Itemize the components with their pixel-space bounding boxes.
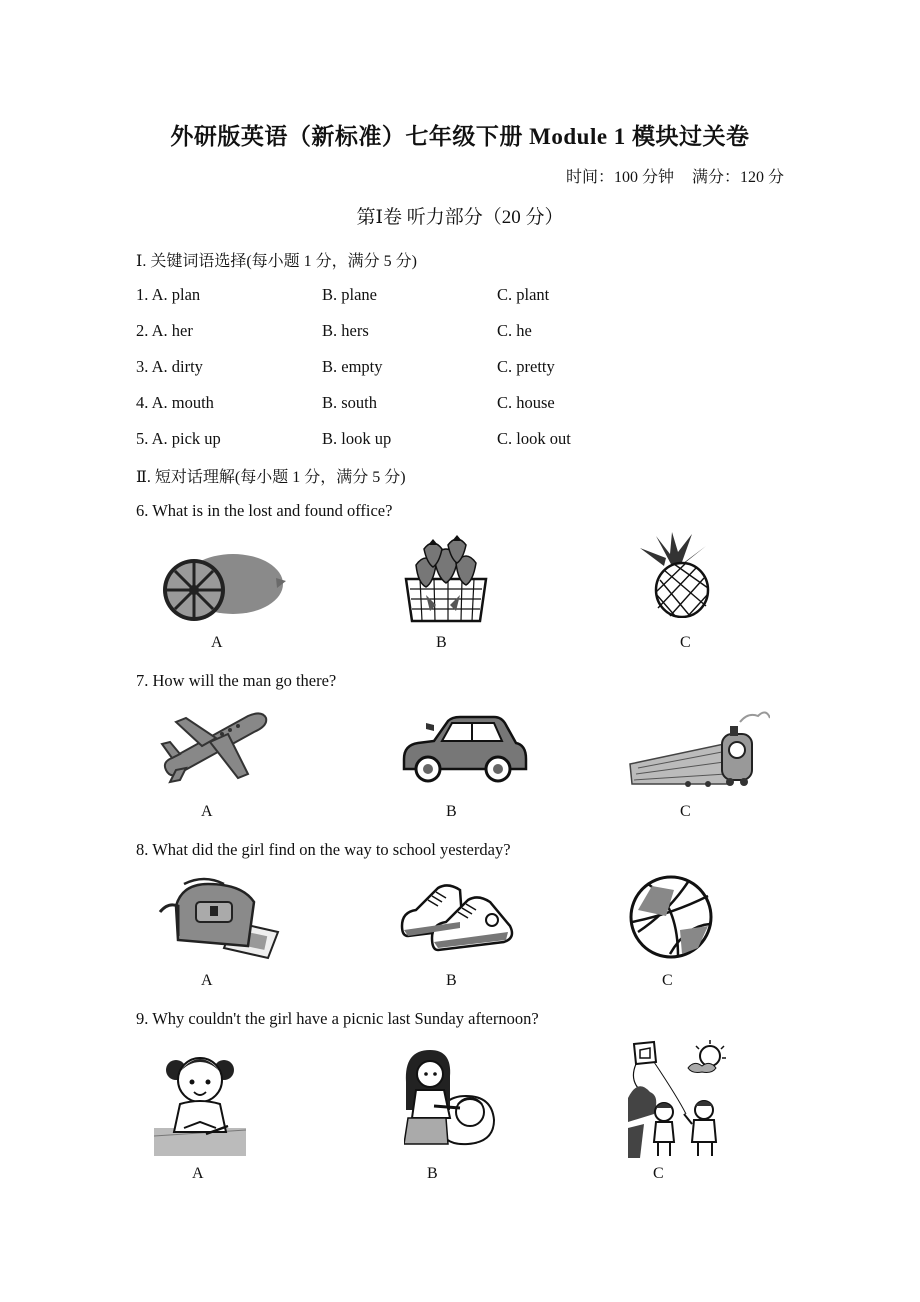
schoolbag-icon [156,876,280,960]
girl-with-baby-icon [404,1048,496,1146]
option-b: B. south [322,393,378,412]
option-a: 3. A. dirty [136,357,203,376]
option-a: 1. A. plan [136,285,201,304]
option-label-c: C [662,972,673,989]
option-label-b: B [436,634,447,651]
section1-title: Ⅰ. 关键词语选择(每小题 1 分，满分 5 分) [136,253,417,270]
exam-time: 时间：100 分钟 [565,169,674,186]
option-label-a: A [211,634,223,651]
lemon-icon [158,548,288,624]
option-a: 5. A. pick up [136,429,221,448]
option-a: 2. A. her [136,321,193,340]
sneakers-icon [398,878,516,952]
train-icon [628,708,770,788]
option-label-a: A [201,803,213,820]
part-title: 第Ⅰ卷 听力部分（20 分） [356,207,564,228]
question-text: 9. Why couldn't the girl have a picnic last Sunday afternoon? [136,1009,539,1028]
option-c: C. he [497,321,532,340]
option-b: B. empty [322,357,383,376]
page-title: 外研版英语（新标准）七年级下册 Module 1 模块过关卷 [170,124,750,149]
option-label-b: B [446,803,457,820]
strawberry-basket-icon [400,535,492,625]
girl-writing-icon [154,1046,246,1156]
option-b: B. hers [322,321,369,340]
question-text: 8. What did the girl find on the way to school yesterday? [136,840,511,859]
option-label-a: A [192,1165,204,1182]
option-label-c: C [680,634,691,651]
option-label-c: C [680,803,691,820]
option-label-b: B [446,972,457,989]
pineapple-icon [634,532,716,618]
exam-score: 满分：120 分 [691,169,784,186]
option-c: C. pretty [497,357,555,376]
option-c: C. house [497,393,555,412]
kids-flying-kite-icon [628,1038,728,1158]
question-text: 7. How will the man go there? [136,671,337,690]
option-a: 4. A. mouth [136,393,214,412]
option-label-a: A [201,972,213,989]
option-b: B. look up [322,429,392,448]
option-label-b: B [427,1165,438,1182]
exam-meta [566,164,784,187]
car-icon [398,713,530,787]
section2-title: Ⅱ. 短对话理解(每小题 1 分，满分 5 分) [136,469,406,486]
question-text: 6. What is in the lost and found office? [136,501,393,520]
option-label-c: C [653,1165,664,1182]
option-c: C. look out [497,429,571,448]
airplane-icon [158,708,270,784]
ball-icon [628,874,714,960]
option-c: C. plant [497,285,550,304]
option-b: B. plane [322,285,377,304]
